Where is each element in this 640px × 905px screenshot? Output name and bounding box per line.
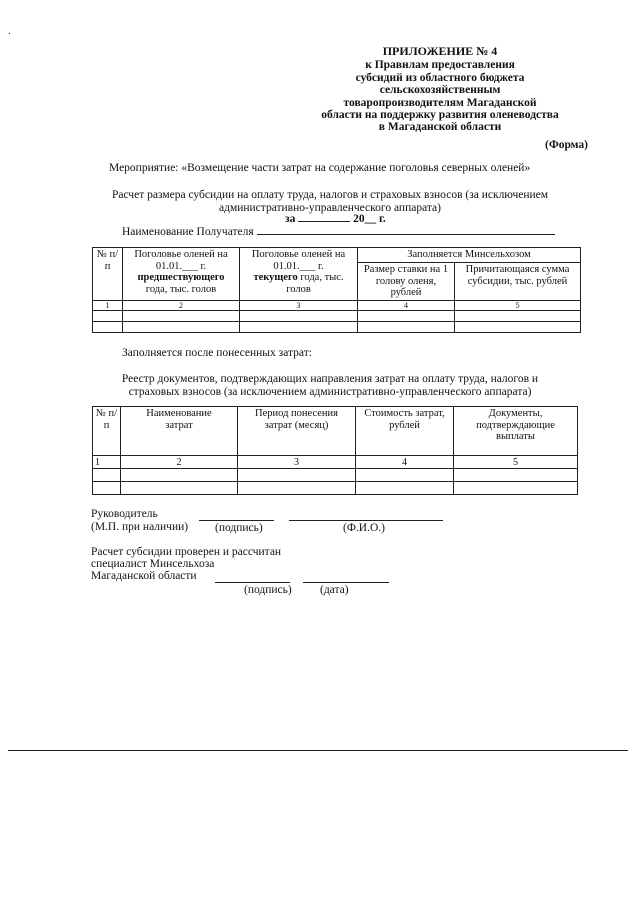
column-number: 5 [455,300,581,310]
stamp-label: (М.П. при наличии) [91,521,189,533]
column-number: 2 [123,300,240,310]
col-prev-herd-header [123,248,240,301]
head-sign-blank[interactable] [199,520,274,521]
table-cell[interactable] [93,321,123,332]
column-number: 3 [238,456,356,469]
col-cost-value-header: Стоимость затрат, рублей [356,407,454,456]
event-line: Мероприятие: «Возмещение части затрат на содержание поголовья северных оленей» [109,162,531,174]
column-number: 1 [93,300,123,310]
col-curr-herd-text: Поголовье оленей на 01.01.___ г. [251,249,346,272]
column-number: 3 [240,300,358,310]
calc-title-line: Расчет размера субсидии на оплату труда, налогов и страховых взносов (за исключением [111,189,549,201]
date-prefix: за [285,213,296,225]
table-cell[interactable] [238,482,356,495]
col-prev-herd-bold: предшествующего [137,272,225,283]
table-cell[interactable] [93,310,123,321]
calc-title-line: административно-управленческого аппарата) [218,202,441,214]
recipient-line [122,226,555,239]
table-cell[interactable] [93,469,121,482]
page-divider [8,750,628,751]
column-number: 4 [358,300,455,310]
appendix-title: ПРИЛОЖЕНИЕ № 4 [382,44,498,58]
appendix-line: субсидий из областного бюджета [355,71,525,84]
appendix-header [300,45,580,134]
table-cell[interactable] [93,482,121,495]
ministry-group-header: Заполняется Минсельхозом [358,248,581,263]
table-cell[interactable] [356,482,454,495]
col-number-header: № п/п [93,248,123,301]
column-number: 4 [356,456,454,469]
fio-caption: (Ф.И.О.) [343,522,385,534]
check-line-3: Магаданской области [91,570,197,582]
appendix-line: в Магаданской области [378,121,502,134]
check-line-2: специалист Минсельхоза [91,558,215,570]
recipient-label: Наименование Получателя [122,226,254,238]
check-sign-blank[interactable] [215,582,290,583]
col-curr-herd-bold: текущего [253,272,298,283]
col-curr-herd-header [240,248,358,301]
appendix-line: области на поддержку развития оленеводства [321,109,559,122]
subsidy-table [92,247,581,333]
date-line [285,213,386,226]
table-cell[interactable] [356,469,454,482]
col-number-header: № п/п [93,407,121,456]
column-number: 5 [454,456,578,469]
stray-dot: . [8,26,11,37]
col-cost-name-header: Наименование затрат [121,407,238,456]
col-prev-herd-unit: года, тыс. голов [145,283,217,295]
column-number: 2 [121,456,238,469]
table-cell[interactable] [358,321,455,332]
appendix-line: товаропроизводителям Магаданской [343,96,537,109]
col-amount-header: Причитающаяся сумма субсидии, тыс. рублей [455,263,581,301]
col-documents-header: Документы, подтверждающие выплаты [454,407,578,456]
date-year: 20__ г. [353,213,386,225]
table-cell[interactable] [121,482,238,495]
table-cell[interactable] [238,469,356,482]
calc-title [60,189,600,215]
appendix-line: сельскохозяйственным [379,84,501,97]
table-cell[interactable] [455,321,581,332]
check-sign-caption: (подпись) [244,584,292,596]
after-costs-note: Заполняется после понесенных затрат: [122,347,312,359]
check-date-blank[interactable] [303,582,389,583]
col-period-header: Период понесения затрат (месяц) [238,407,356,456]
form-label: (Форма) [544,139,588,151]
sign-caption: (подпись) [215,522,263,534]
col-rate-header: Размер ставки на 1 голову оленя, рублей [358,263,455,301]
col-curr-herd-unit: года, тыс. голов [286,272,344,295]
table-cell[interactable] [240,321,358,332]
column-number: 1 [93,456,121,469]
registry-table [92,406,578,495]
appendix-line: к Правилам предоставления [365,59,515,72]
recipient-blank[interactable] [257,234,555,235]
table-cell[interactable] [358,310,455,321]
table-cell[interactable] [123,321,240,332]
table-cell[interactable] [454,469,578,482]
table-cell[interactable] [455,310,581,321]
head-label: Руководитель [91,508,158,520]
registry-title-line: Реестр документов, подтверждающих направления затрат на оплату труда, налогов и [121,373,539,385]
table-cell[interactable] [123,310,240,321]
registry-title-line: страховых взносов (за исключением административно-управленческого аппарата) [128,386,532,398]
date-blank[interactable] [298,221,350,222]
check-line-1: Расчет субсидии проверен и рассчитан [91,546,282,558]
check-date-caption: (дата) [320,584,349,596]
registry-title [80,373,580,399]
table-cell[interactable] [121,469,238,482]
table-cell[interactable] [454,482,578,495]
head-fio-blank[interactable] [289,520,443,521]
table-cell[interactable] [240,310,358,321]
col-prev-herd-text: Поголовье оленей на 01.01.___ г. [134,249,228,272]
